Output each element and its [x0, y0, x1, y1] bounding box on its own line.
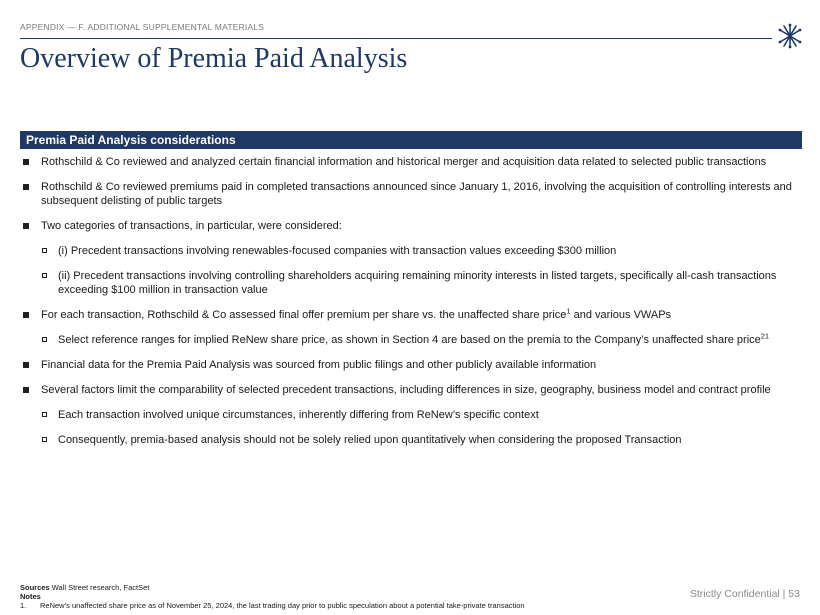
hollow-square-bullet-icon: [42, 412, 47, 417]
square-bullet-icon: [23, 184, 29, 190]
list-item-text: (ii) Precedent transactions involving controlling shareholders acquiring remaining minority interests in listed targets, specifically all-cash transactions exceeding $100 million in transaction value: [58, 270, 777, 296]
square-bullet-icon: [23, 159, 29, 165]
list-item-text: Rothschild & Co reviewed premiums paid in completed transactions announced since January 1, 2016, involving the acquisition of controlling interests and subsequent delisting of public targets: [41, 181, 792, 207]
list-item: [20, 180, 802, 208]
list-item-text: Consequently, premia-based analysis should not be solely relied upon quantitatively when considering the proposed Transaction: [58, 434, 682, 446]
hollow-square-bullet-icon: [42, 337, 47, 342]
list-item-text: For each transaction, Rothschild & Co assessed final offer premium per share vs. the unaffected share price: [41, 309, 567, 321]
list-item-text: Financial data for the Premia Paid Analysis was sourced from public filings and other publicly available information: [41, 359, 597, 371]
sub-list-item: [20, 333, 802, 347]
footnote-text: ReNew’s unaffected share price as of November 25, 2024, the last trading day prior to public speculation about a potential take-private transaction: [40, 601, 525, 610]
list-item-text: (i) Precedent transactions involving renewables-focused companies with transaction values exceeding $300 million: [58, 245, 617, 257]
square-bullet-icon: [23, 223, 29, 229]
sources-label: Sources: [20, 583, 50, 592]
footnote-number: 1.: [20, 601, 27, 610]
list-item: [20, 219, 802, 233]
considerations-list: [20, 155, 802, 458]
footnote-1: [20, 601, 660, 610]
list-item: [20, 383, 802, 397]
list-item-text: Each transaction involved unique circumstances, inherently differing from ReNew’s specific context: [58, 409, 539, 421]
list-item-text: Two categories of transactions, in particular, were considered:: [41, 220, 342, 232]
list-item-text: Several factors limit the comparability of selected precedent transactions, including differences in size, geography, business model and contract profile: [41, 384, 771, 396]
square-bullet-icon: [23, 387, 29, 393]
section-header: Premia Paid Analysis considerations: [20, 131, 802, 149]
footnote-ref: 1: [566, 306, 571, 316]
list-item: [20, 308, 802, 322]
sub-list-item: [20, 433, 802, 447]
footnote-ref: 21: [760, 331, 770, 341]
list-item-text: Select reference ranges for implied ReNew share price, as shown in Section 4 are based on the premia to the Company’s unaffected share price: [58, 334, 761, 346]
appendix-label: APPENDIX — F. ADDITIONAL SUPPLEMENTAL MATERIALS: [20, 22, 265, 32]
list-item-text: Rothschild & Co reviewed and analyzed certain financial information and historical merger and acquisition data related to selected public transactions: [41, 156, 767, 168]
confidential-page-number: Strictly Confidential | 53: [689, 588, 800, 600]
square-bullet-icon: [23, 362, 29, 368]
sub-list-item: [20, 244, 802, 258]
title-rule: [20, 38, 772, 39]
page-title: Overview of Premia Paid Analysis: [20, 43, 408, 74]
sources-text: Wall Street research, FactSet: [49, 583, 150, 592]
hollow-square-bullet-icon: [42, 248, 47, 253]
notes-label: Notes: [20, 592, 41, 601]
list-item-text-cont: and various VWAPs: [570, 309, 672, 321]
square-bullet-icon: [23, 312, 29, 318]
sub-list-item: [20, 269, 802, 297]
sub-list-item: [20, 408, 802, 422]
list-item: [20, 155, 802, 169]
sources-line: [20, 583, 149, 592]
starburst-logo-icon: [778, 22, 802, 50]
list-item: [20, 358, 802, 372]
hollow-square-bullet-icon: [42, 437, 47, 442]
hollow-square-bullet-icon: [42, 273, 47, 278]
